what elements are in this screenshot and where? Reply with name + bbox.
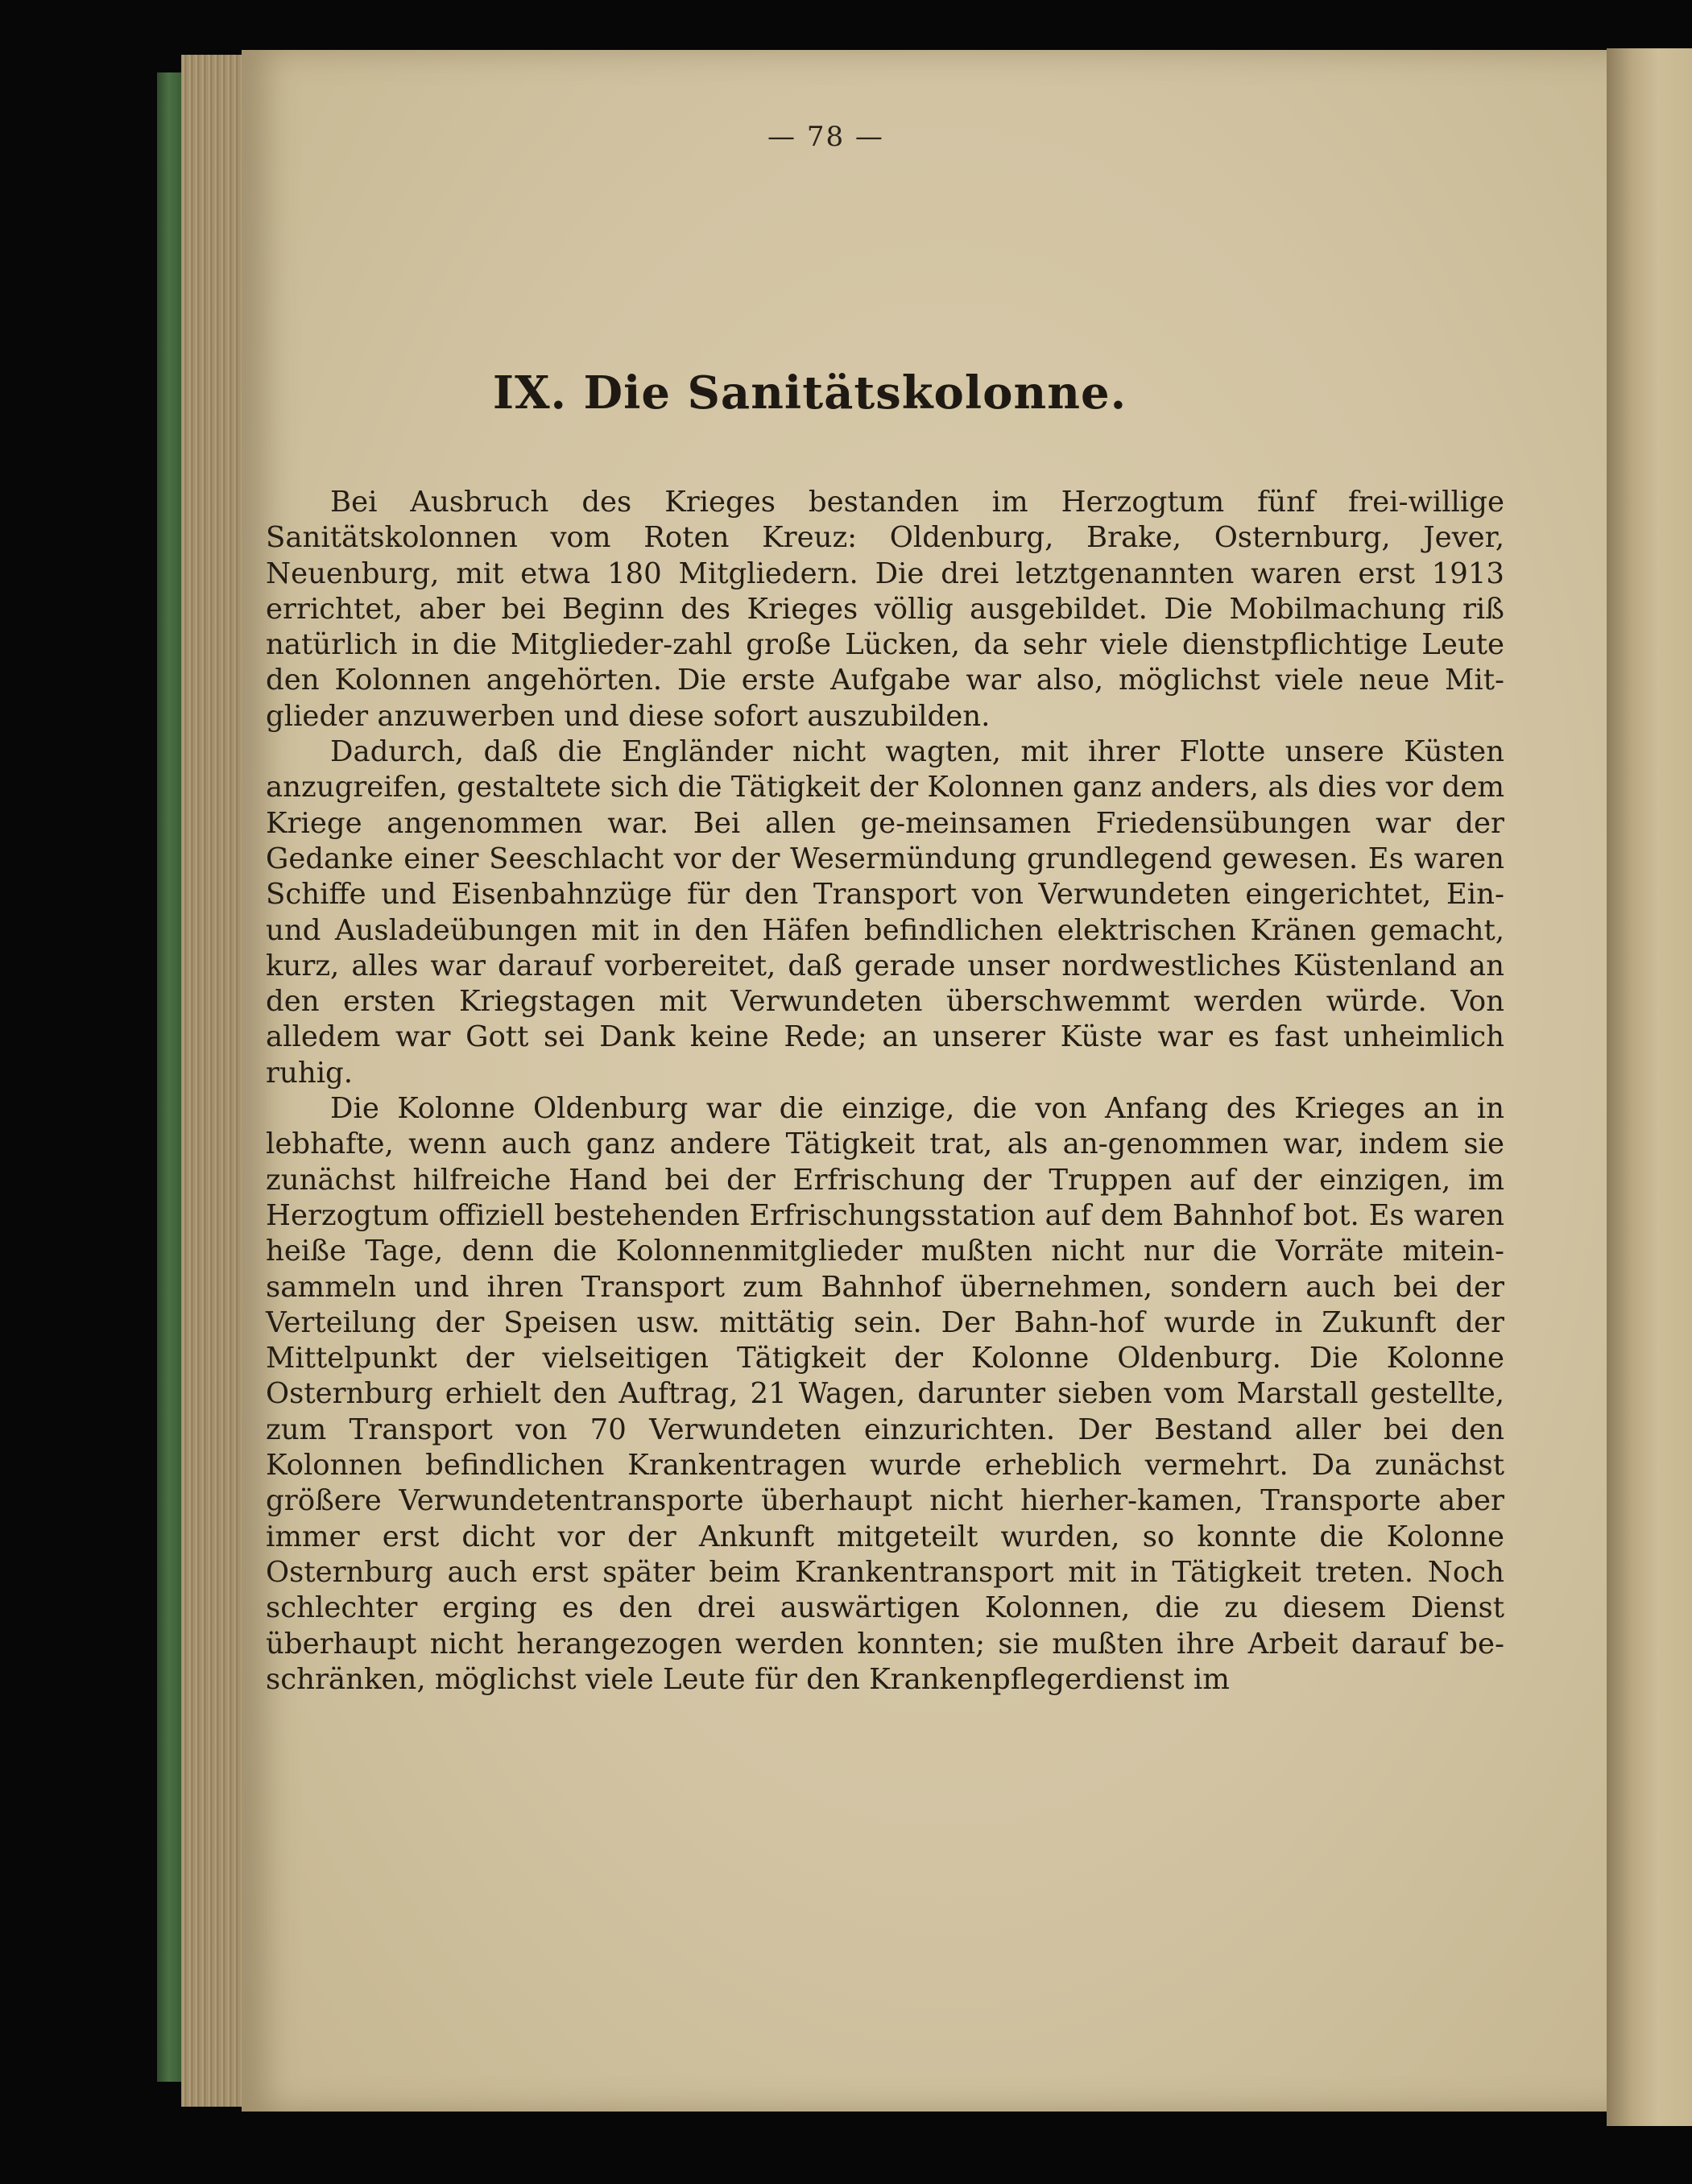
paragraph-3: Die Kolonne Oldenburg war die einzige, die von Anfang des Krieges an in lebhafte, wenn auch ganz andere Tätigkeit trat, als an-genommen war, indem sie zunächst hilfreiche Hand bei der Erfrischung der Truppen auf der einzigen, im Herzogtum offiziell bestehenden Erfrischungsstation auf dem Bahnhof bot. Es waren heiße Tage, denn die Kolonnenmitglieder mußten nicht nur die Vorräte mitein-sammeln und ihren Transport zum Bahnhof übernehmen, sondern auch bei der Verteilung der Speisen usw. mittätig sein. Der Bahn-hof wurde in Zukunft der Mittelpunkt der vielseitigen Tätigkeit der Kolonne Oldenburg. Die Kolonne Osternburg erhielt den Auftrag, 21 Wagen, darunter sieben vom Marstall gestellte, zum Transport von 70 Verwundeten einzurichten. Der Bestand aller bei den Kolonnen befindlichen Krankentragen wurde erheblich vermehrt. Da zunächst größere Verwundetentransporte überhaupt nicht hierher-kamen, Transporte aber immer erst dicht vor der Ankunft mitgeteilt wurden, so konnte die Kolonne Osternburg auch erst später beim Krankentransport mit in Tätigkeit treten. Noch schlechter erging es den drei auswärtigen Kolonnen, die zu diesem Dienst überhaupt nicht herangezogen werden konnten; sie mußten ihre Arbeit darauf be-schränken, möglichst viele Leute für den Krankenpflegerdienst im [266,1092,1504,1696]
chapter-title: IX. Die Sanitätskolonne. [492,366,1127,420]
book-gutter [1607,48,1692,2126]
body-text [266,485,1504,1698]
paragraph-1: Bei Ausbruch des Krieges bestanden im Herzogtum fünf frei-willige Sanitätskolonnen vom Roten Kreuz: Oldenburg, Brake, Osternburg, Jever, Neuenburg, mit etwa 180 Mitgliedern. Die drei letztgenannten waren erst 1913 errichtet, aber bei Beginn des Krieges völlig ausgebildet. Die Mobilmachung riß natürlich in die Mitglieder-zahl große Lücken, da sehr viele dienstpflichtige Leute den Kolonnen angehörten. Die erste Aufgabe war also, möglichst viele neue Mit-glieder anzuwerben und diese sofort auszubilden. [266,486,1504,733]
page-number: — 78 — [767,121,884,153]
paragraph-2: Dadurch, daß die Engländer nicht wagten, mit ihrer Flotte unsere Küsten anzugreifen, gestaltete sich die Tätigkeit der Kolonnen ganz anders, als dies vor dem Kriege angenommen war. Bei allen ge-meinsamen Friedensübungen war der Gedanke einer Seeschlacht vor der Wesermündung grundlegend gewesen. Es waren Schiffe und Eisenbahnzüge für den Transport von Verwundeten eingerichtet, Ein- und Ausladeübungen mit in den Häfen befindlichen elektrischen Kränen gemacht, kurz, alles war darauf vorbereitet, daß gerade unser nordwestliches Küstenland an den ersten Kriegstagen mit Verwundeten überschwemmt werden würde. Von alledem war Gott sei Dank keine Rede; an unserer Küste war es fast unheimlich ruhig. [266,735,1504,1090]
